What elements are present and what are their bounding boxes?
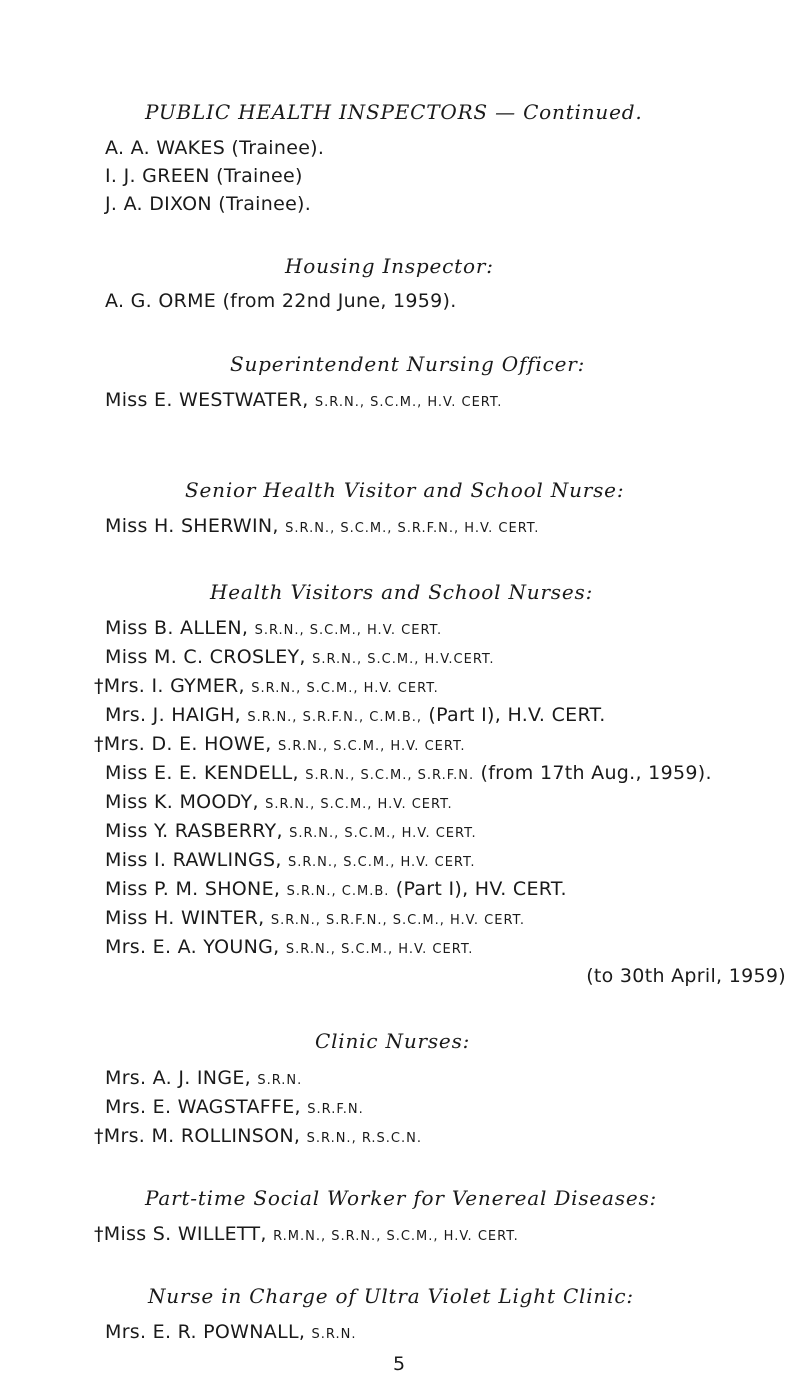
entry-name: Miss H. SHERWIN, xyxy=(105,515,279,537)
clinic-entry xyxy=(94,1124,422,1151)
entry-name: Miss K. MOODY, xyxy=(105,791,259,813)
senior-entry xyxy=(105,514,539,541)
entry-name: Mrs. J. HAIGH, xyxy=(105,704,242,726)
entry-note: (from 17th Aug., 1959). xyxy=(480,762,712,784)
entry-qualifications: S.R.N., S.C.M., H.V. CERT. xyxy=(265,797,453,812)
entry-qualifications: S.R.N. xyxy=(311,1327,357,1342)
entry-qualifications: S.R.N., S.C.M., H.V. CERT. xyxy=(254,623,443,638)
visitor-entry xyxy=(105,848,476,875)
entry-qualifications: S.R.F.N. xyxy=(307,1102,364,1117)
section-heading: Housing Inspector: xyxy=(285,254,494,278)
entry-qualifications: S.R.N., S.R.F.N., C.M.B., xyxy=(247,710,423,725)
entry-name: Miss H. WINTER, xyxy=(105,907,265,929)
entry-name: A. G. ORME xyxy=(105,290,217,312)
entry-name: Mrs. E. WAGSTAFFE, xyxy=(105,1096,301,1118)
visitor-entry xyxy=(105,703,606,730)
visitor-entry xyxy=(105,819,477,846)
entry-name: †Mrs. I. GYMER, xyxy=(94,675,245,697)
entry-qualifications: S.R.N., S.C.M., H.V. CERT. xyxy=(278,739,466,754)
entry-name: †Mrs. M. ROLLINSON, xyxy=(94,1125,301,1147)
entry-qualifications: S.R.N., S.C.M., H.V. CERT. xyxy=(251,681,439,696)
entry-note: (Trainee) xyxy=(216,165,303,187)
inspector-entry xyxy=(105,164,303,188)
entry-name: Miss P. M. SHONE, xyxy=(105,878,281,900)
visitor-entry xyxy=(105,935,473,962)
clinic-entry xyxy=(105,1095,364,1122)
uv-nurse-entry xyxy=(105,1320,357,1347)
visitor-entry xyxy=(105,877,567,904)
clinic-entry xyxy=(105,1066,302,1093)
visitor-entry xyxy=(105,761,712,788)
entry-name: Miss E. E. KENDELL, xyxy=(105,762,299,784)
entry-qualifications: S.R.N. xyxy=(257,1073,303,1088)
section-heading: Health Visitors and School Nurses: xyxy=(210,580,594,604)
entry-name: Miss B. ALLEN, xyxy=(105,617,249,639)
visitor-entry xyxy=(94,674,439,701)
visitor-entry xyxy=(105,616,442,643)
entry-qualifications: S.R.N., S.C.M., H.V. CERT. xyxy=(314,395,503,410)
entry-qualifications: S.R.N., S.C.M., H.V.CERT. xyxy=(312,652,495,667)
entry-note: (Trainee). xyxy=(231,137,325,159)
entry-qualifications: S.R.N., S.C.M., S.R.F.N., H.V. CERT. xyxy=(285,521,540,536)
entry-name: Miss Y. RASBERRY, xyxy=(105,820,283,842)
visitor-entry xyxy=(105,790,453,817)
entry-name: †Miss S. WILLETT, xyxy=(94,1223,267,1245)
section-heading: Senior Health Visitor and School Nurse: xyxy=(185,478,625,502)
superintendent-entry xyxy=(105,388,502,415)
page-number: 5 xyxy=(393,1353,406,1375)
section-heading: Superintendent Nursing Officer: xyxy=(230,352,586,376)
section-heading: Nurse in Charge of Ultra Violet Light Clinic: xyxy=(148,1284,634,1308)
visitor-trailing-note: (to 30th April, 1959) xyxy=(586,965,786,987)
entry-qualifications: S.R.N., S.C.M., H.V. CERT. xyxy=(285,942,474,957)
entry-name: Mrs. A. J. INGE, xyxy=(105,1067,251,1089)
entry-qualifications: R.M.N., S.R.N., S.C.M., H.V. CERT. xyxy=(273,1229,519,1244)
entry-qualifications: S.R.N., C.M.B. xyxy=(286,884,390,899)
entry-name: J. A. DIXON xyxy=(105,193,212,215)
entry-note: (from 22nd June, 1959). xyxy=(222,290,457,312)
entry-name: Mrs. E. R. POWNALL, xyxy=(105,1321,306,1343)
section-heading: Clinic Nurses: xyxy=(315,1029,471,1053)
visitor-entry xyxy=(94,732,465,759)
inspector-entry xyxy=(105,192,311,216)
entry-name: A. A. WAKES xyxy=(105,137,226,159)
entry-qualifications: S.R.N., R.S.C.N. xyxy=(306,1131,422,1146)
entry-note: (Part I), H.V. CERT. xyxy=(428,704,606,726)
entry-note: (Trainee). xyxy=(218,193,312,215)
housing-entry xyxy=(105,289,457,313)
visitor-entry xyxy=(105,906,525,933)
entry-name: Miss E. WESTWATER, xyxy=(105,389,309,411)
entry-qualifications: S.R.N., S.C.M., H.V. CERT. xyxy=(288,855,476,870)
inspector-entry xyxy=(105,136,324,160)
entry-name: †Mrs. D. E. HOWE, xyxy=(94,733,272,755)
entry-qualifications: S.R.N., S.C.M., H.V. CERT. xyxy=(289,826,477,841)
entry-name: I. J. GREEN xyxy=(105,165,210,187)
entry-qualifications: S.R.N., S.R.F.N., S.C.M., H.V. CERT. xyxy=(270,913,526,928)
header-continued: — Continued. xyxy=(495,100,643,124)
page-header xyxy=(145,100,642,124)
entry-note: (Part I), HV. CERT. xyxy=(395,878,567,900)
entry-name: Miss M. C. CROSLEY, xyxy=(105,646,306,668)
entry-qualifications: S.R.N., S.C.M., S.R.F.N. xyxy=(305,768,475,783)
entry-name: Miss I. RAWLINGS, xyxy=(105,849,282,871)
social-worker-entry xyxy=(94,1222,519,1249)
header-title: PUBLIC HEALTH INSPECTORS xyxy=(145,100,488,124)
section-heading: Part-time Social Worker for Venereal Diseases: xyxy=(145,1186,658,1210)
entry-name: Mrs. E. A. YOUNG, xyxy=(105,936,280,958)
visitor-entry xyxy=(105,645,494,672)
